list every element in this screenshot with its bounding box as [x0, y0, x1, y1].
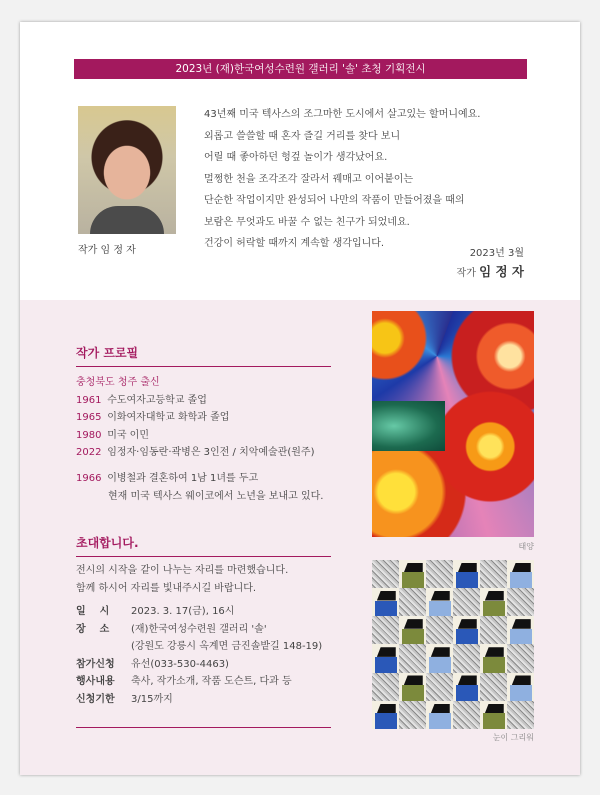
quilt-house-block [426, 588, 453, 616]
artist-photo [78, 106, 176, 234]
letter-line: 건강이 허락할 때까지 계속할 생각입니다. [204, 238, 385, 249]
detail-label: 신청기한 [76, 693, 115, 705]
year: 1961 [76, 394, 102, 406]
quilt-house-block [372, 588, 399, 616]
artwork-sun-quilt [372, 311, 534, 537]
year: 1965 [76, 412, 102, 424]
year: 1966 [76, 472, 102, 484]
detail-row [76, 603, 322, 621]
letter-line: 43년째 미국 텍사스의 조그마한 도시에서 살고있는 할머니예요. [204, 109, 481, 120]
letter-line: 멀쩡한 천을 조각조각 잘라서 꿰매고 이어붙이는 [204, 173, 414, 185]
quilt-house-block [399, 616, 426, 644]
quilt-fabric-block [507, 644, 534, 672]
detail-value: (재)한국여성수련원 갤러리 '솔' [131, 623, 267, 635]
profile-list [76, 374, 323, 505]
detail-row [76, 673, 322, 691]
event: 임정자·임동란·곽병은 3인전 / 치악예술관(원주) [107, 447, 315, 459]
quilt-house-block [507, 673, 534, 701]
quilt-fabric-block [399, 644, 426, 672]
quilt-fabric-block [372, 673, 399, 701]
quilt-house-block [426, 644, 453, 672]
letter-line: 외롭고 쓸쓸할 때 혼자 즐길 거리를 찾다 보니 [204, 130, 401, 142]
sign-prefix: 작가 [456, 268, 476, 279]
quilt-fabric-block [453, 701, 480, 729]
letter-line: 단순한 작업이지만 완성되어 나만의 작품이 만들어졌을 때의 [204, 195, 465, 206]
artist-letter [204, 104, 480, 255]
detail-value: 2023. 3. 17(금), 16시 [131, 606, 235, 617]
profile-heading: 작가 프로필 [76, 344, 331, 367]
letter-line: 보람은 무엇과도 바꿀 수 없는 친구가 되었네요. [204, 216, 410, 228]
artwork-houses-quilt [372, 560, 534, 729]
quilt-fabric-block [399, 701, 426, 729]
quilt-fabric-block [480, 616, 507, 644]
quilt-house-block [480, 644, 507, 672]
event: 수도여자고등학교 졸업 [107, 394, 207, 406]
exhibition-banner: 2023년 (재)한국여성수련원 갤러리 '솔' 초청 기획전시 [74, 59, 527, 79]
quilt-fabric-block [507, 701, 534, 729]
quilt-fabric-block [426, 673, 453, 701]
quilt-fabric-block [480, 560, 507, 588]
quilt-fabric-block [453, 644, 480, 672]
invite-details [76, 562, 322, 708]
invite-heading: 초대합니다. [76, 534, 331, 557]
detail-label: 참가신청 [76, 658, 115, 670]
letter-date: 2023년 3월 [469, 248, 524, 259]
invite-intro: 전시의 시작을 같이 나누는 자리를 마련했습니다. [76, 565, 289, 576]
quilt-house-block [453, 616, 480, 644]
note-line: 현재 미국 텍사스 웨이코에서 노년을 보내고 있다. [108, 490, 324, 502]
quilt-fabric-block [507, 588, 534, 616]
quilt-house-block [507, 560, 534, 588]
quilt-house-block [453, 673, 480, 701]
detail-value: (강원도 강릉시 옥계면 금진솔밭길 148-19) [131, 641, 323, 652]
artwork-caption: 눈이 그리워 [492, 733, 534, 742]
detail-row [76, 638, 322, 656]
note-line: 이병철과 결혼하여 1남 1녀를 두고 [107, 472, 259, 484]
profile-item [76, 444, 323, 462]
detail-row [76, 621, 322, 639]
event: 이화여자대학교 화학과 졸업 [107, 412, 230, 424]
quilt-house-block [507, 616, 534, 644]
detail-row [76, 656, 322, 674]
quilt-house-block [372, 701, 399, 729]
event: 미국 이민 [107, 429, 150, 441]
year: 1980 [76, 429, 102, 441]
divider [76, 727, 331, 728]
flyer-page [20, 22, 580, 775]
quilt-fabric-block [372, 560, 399, 588]
detail-label [76, 638, 131, 656]
detail-label: 장소 [76, 623, 124, 635]
quilt-house-block [372, 644, 399, 672]
quilt-house-block [399, 560, 426, 588]
detail-value: 유선(033-530-4463) [131, 658, 229, 670]
photo-caption: 작가 임 정 자 [78, 245, 136, 256]
quilt-fabric-block [453, 588, 480, 616]
detail-row [76, 691, 322, 709]
artwork-caption: 태양 [518, 542, 534, 551]
profile-note [76, 470, 323, 488]
quilt-fabric-block [399, 588, 426, 616]
detail-label: 일시 [76, 606, 124, 617]
profile-item [76, 392, 323, 410]
quilt-fabric-block [426, 616, 453, 644]
invite-intro: 함께 하시어 자리를 빛내주시길 바랍니다. [76, 582, 257, 594]
quilt-house-block [399, 673, 426, 701]
detail-label: 행사내용 [76, 676, 115, 687]
quilt-house-block [480, 701, 507, 729]
letter-signature [457, 262, 524, 280]
quilt-fabric-block [372, 616, 399, 644]
quilt-fabric-block [426, 560, 453, 588]
profile-origin: 충청북도 청주 출신 [76, 377, 160, 388]
quilt-house-block [453, 560, 480, 588]
detail-value: 3/15까지 [131, 693, 173, 705]
detail-value: 축사, 작가소개, 작품 도슨트, 다과 등 [131, 676, 292, 687]
quilt-house-block [426, 701, 453, 729]
quilt-fabric-block [480, 673, 507, 701]
profile-item [76, 409, 323, 427]
sign-name: 임 정 자 [479, 264, 524, 279]
year: 2022 [76, 447, 102, 459]
letter-line: 어릴 때 좋아하던 헝겊 놀이가 생각났어요. [204, 152, 388, 163]
profile-item [76, 427, 323, 445]
quilt-house-block [480, 588, 507, 616]
